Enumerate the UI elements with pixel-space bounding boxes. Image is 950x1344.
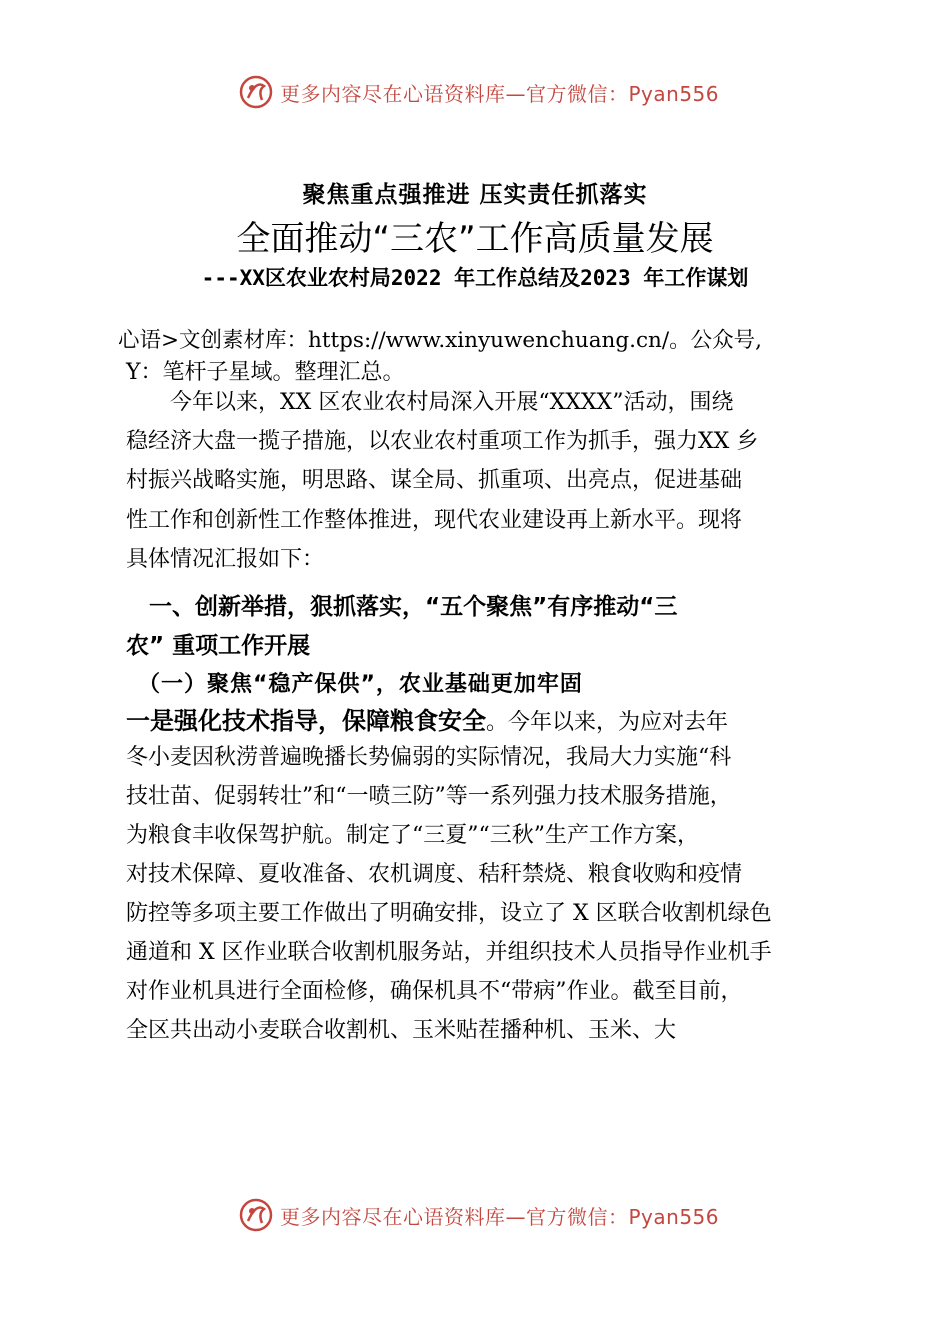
wechat-id: Pyan556	[628, 81, 720, 106]
paragraph-line: 通道和 X 区作业联合收割机服务站，并组织技术人员指导作业机手	[126, 940, 772, 965]
source-line: Y：笔杆子星域。整理汇总。	[126, 360, 405, 385]
seal-logo-icon	[238, 74, 274, 110]
section-heading: 农” 重项工作开展	[126, 633, 311, 659]
wechat-id: Pyan556	[628, 1204, 720, 1229]
watermark-banner-top	[238, 72, 719, 112]
paragraph-line: 对作业机具进行全面检修，确保机具不“带病”作业。截至目前，	[126, 979, 743, 1004]
paragraph-line: 具体情况汇报如下：	[126, 547, 325, 572]
lead-phrase: 一是强化技术指导，保障粮食安全	[126, 707, 486, 735]
paragraph-line: 全区共出动小麦联合收割机、玉米贴茬播种机、玉米、大	[126, 1018, 677, 1043]
paragraph-line: 冬小麦因秋涝普遍晚播长势偏弱的实际情况，我局大力实施“科	[126, 745, 732, 770]
subsection-heading: （一）聚焦“稳产保供”，农业基础更加牢固	[126, 672, 583, 697]
paragraph-line: 防控等多项主要工作做出了明确安排，设立了 X 区联合收割机绿色	[126, 901, 772, 926]
document-title: 全面推动“三农”工作高质量发展	[236, 219, 714, 259]
document-subtitle: ---XX区农业农村局2022 年工作总结及2023 年工作谋划	[201, 266, 749, 290]
paragraph-line: 一是强化技术指导，保障粮食安全。今年以来，为应对去年	[126, 707, 729, 735]
watermark-text: 更多内容尽在心语资料库—官方微信：Pyan556	[280, 81, 720, 106]
paragraph-line: 为粮食丰收保驾护航。制定了“三夏”“三秋”生产工作方案，	[126, 823, 699, 848]
paragraph-line: 稳经济大盘一揽子措施，以农业农村重项工作为抓手，强力XX 乡	[126, 429, 759, 454]
paragraph-line: 今年以来，XX 区农业农村局深入开展“XXXX”活动，围绕	[126, 390, 734, 415]
subtitle-slogan: 聚焦重点强推进 压实责任抓落实	[302, 182, 648, 208]
watermark-banner-bottom	[238, 1195, 719, 1235]
seal-logo-icon	[238, 1197, 274, 1233]
watermark-text: 更多内容尽在心语资料库—官方微信：Pyan556	[280, 1204, 720, 1229]
paragraph-line: 对技术保障、夏收准备、农机调度、秸秆禁烧、粮食收购和疫情	[126, 862, 743, 887]
paragraph-line: 村振兴战略实施，明思路、谋全局、抓重项、出亮点，促进基础	[126, 468, 743, 493]
paragraph-line: 技壮苗、促弱转壮”和“一喷三防”等一系列强力技术服务措施，	[126, 784, 732, 809]
section-heading: 一、创新举措，狠抓落实，“五个聚焦”有序推动“三	[126, 594, 678, 620]
source-line: 心语>文创素材库：https://www.xinyuwenchuang.cn/。公众号,	[118, 328, 762, 353]
paragraph-line: 性工作和创新性工作整体推进，现代农业建设再上新水平。现将	[126, 508, 743, 533]
